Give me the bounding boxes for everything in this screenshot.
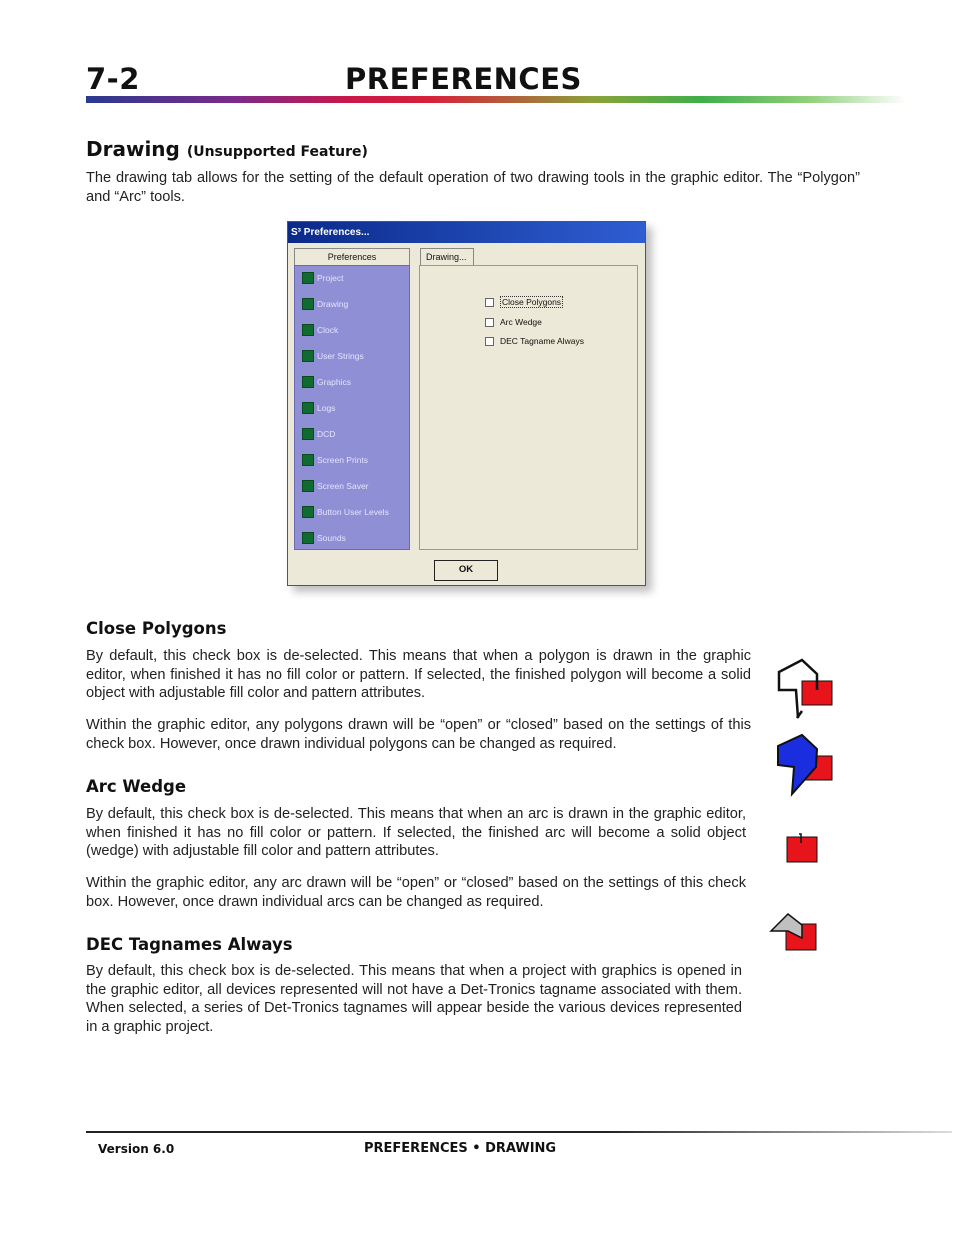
sidebar-item-dcd[interactable]: DCD: [302, 427, 335, 441]
arc-wedge-paragraph-1: By default, this check box is de-selected. This means that when an arc is drawn in the graphic editor, when finished it has no fill color or pattern. If selected, the finished arc will become a solid object (wedge) with adjustable fill color and pattern attributes.: [86, 806, 746, 859]
dec-tagname-always-checkbox[interactable]: DEC Tagname Always: [485, 335, 584, 347]
dialog-title-bar: S³ Preferences...: [288, 222, 645, 243]
folder-icon: [302, 454, 314, 466]
tab-preferences[interactable]: Preferences: [294, 248, 410, 265]
folder-icon: [302, 480, 314, 492]
section-title: [86, 137, 368, 161]
folder-icon: [302, 350, 314, 362]
dec-tagnames-heading: DEC Tagnames Always: [86, 935, 293, 954]
footer-section-label: PREFERENCES • DRAWING: [364, 1141, 557, 1156]
arc-wedge-checkbox[interactable]: Arc Wedge: [485, 316, 542, 328]
checkbox-box[interactable]: [485, 337, 494, 346]
folder-icon: [302, 298, 314, 310]
arc-wedge-heading: Arc Wedge: [86, 777, 187, 796]
sidebar-item-logs[interactable]: Logs: [302, 401, 335, 415]
folder-icon: [302, 428, 314, 440]
folder-icon: [302, 532, 314, 544]
header-rule: [86, 96, 906, 103]
footer-rule: [86, 1131, 952, 1133]
sidebar-item-screen-prints[interactable]: Screen Prints: [302, 453, 368, 467]
checkbox-box[interactable]: [485, 318, 494, 327]
sidebar-item-screen-saver[interactable]: Screen Saver: [302, 479, 369, 493]
section-title-text: Drawing: [86, 137, 180, 161]
folder-icon: [302, 324, 314, 336]
close-polygons-paragraph-2: Within the graphic editor, any polygons drawn will be “open” or “closed” based on the settings of this check box. However, once drawn individual polygons can be changed as required.: [86, 717, 751, 752]
sidebar-item-project[interactable]: Project: [302, 271, 343, 285]
intro-paragraph: The drawing tab allows for the setting of the default operation of two drawing tools in the graphic editor. The “Polygon” and “Arc” tools.: [86, 170, 860, 205]
sidebar-item-clock[interactable]: Clock: [302, 323, 338, 337]
sidebar-item-drawing[interactable]: Drawing: [302, 297, 348, 311]
sidebar-item-sounds[interactable]: Sounds: [302, 531, 346, 545]
folder-icon: [302, 506, 314, 518]
checkbox-box[interactable]: [485, 298, 494, 307]
close-polygons-paragraph-1: By default, this check box is de-selected. This means that when a polygon is drawn in the graphic editor, when finished it has no fill color or pattern. If selected, the finished polygon will become a solid object with adjustable fill color and pattern attributes.: [86, 648, 751, 701]
preferences-dialog: [287, 221, 646, 586]
folder-icon: [302, 272, 314, 284]
close-polygons-heading: Close Polygons: [86, 619, 227, 638]
arc-wedge-paragraph-2: Within the graphic editor, any arc drawn will be “open” or “closed” based on the settings of this check box. However, once drawn individual arcs can be changed as required.: [86, 875, 746, 910]
folder-icon: [302, 402, 314, 414]
footer-version: Version 6.0: [98, 1142, 175, 1156]
tab-drawing[interactable]: Drawing...: [420, 248, 474, 266]
drawing-settings-panel: [419, 265, 638, 550]
sidebar-item-graphics[interactable]: Graphics: [302, 375, 351, 389]
chapter-number: 7-2: [86, 62, 140, 96]
dec-tagnames-paragraph-1: By default, this check box is de-selected. This means that when a project with graphics is opened in the graphic editor, all devices represented will not have a Det-Tronics tagname associated with them. When selected, a series of Det-Tronics tagnames will appear beside the various devices represented in a graphic project.: [86, 963, 742, 1035]
close-polygons-checkbox[interactable]: Close Polygons: [485, 296, 563, 308]
sidebar-item-button-user-levels[interactable]: Button User Levels: [302, 505, 389, 519]
ok-button[interactable]: OK: [434, 560, 498, 581]
preferences-list: [294, 265, 410, 550]
closed-polygon-icon: [772, 731, 836, 799]
section-title-note: (Unsupported Feature): [186, 144, 368, 160]
arc-wedge-icon: [766, 910, 822, 956]
open-polygon-icon: [772, 656, 836, 724]
sidebar-item-user-strings[interactable]: User Strings: [302, 349, 364, 363]
chapter-title: PREFERENCES: [345, 62, 582, 96]
folder-icon: [302, 376, 314, 388]
open-arc-icon: [782, 830, 822, 866]
